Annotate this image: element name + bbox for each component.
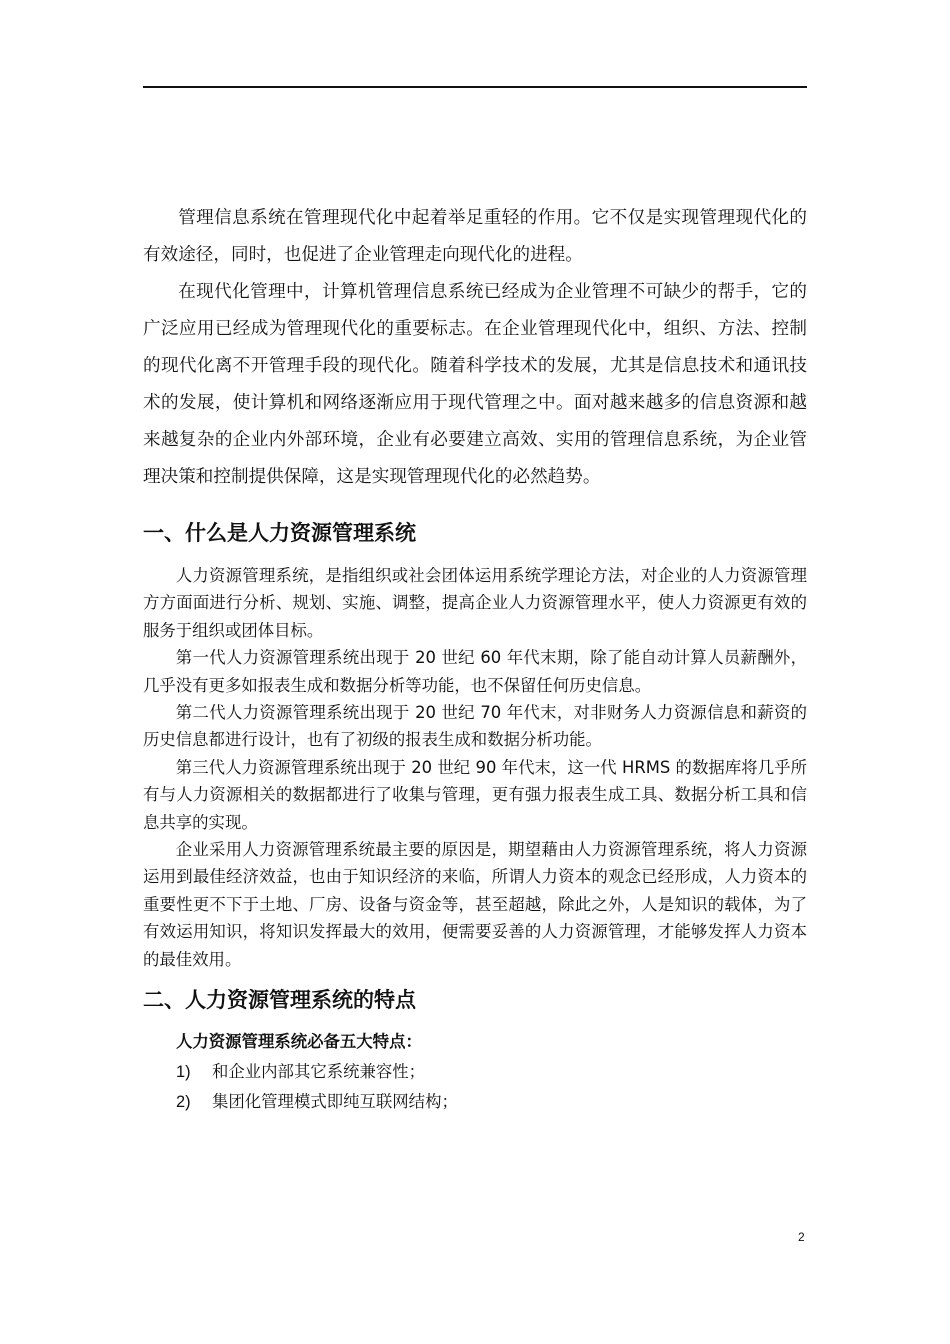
intro-paragraph-2: 在现代化管理中，计算机管理信息系统已经成为企业管理不可缺少的帮手，它的广泛应用已经成为管理现代化的重要标志。在企业管理现代化中，组织、方法、控制的现代化离不开管理手段的现代化。随着科学技术的发展，尤其是信息技术和通讯技术的发展，使计算机和网络逐渐应用于现代管理之中。面对越来越多的信息资源和越来越复杂的企业内外部环境，企业有必要建立高效、实用的管理信息系统，为企业管理决策和控制提供保障，这是实现管理现代化的必然趋势。 [143,282,807,487]
section-1-paragraph-5: 企业采用人力资源管理系统最主要的原因是，期望藉由人力资源管理系统，将人力资源运用到最佳经济效益，也由于知识经济的来临，所谓人力资本的观念已经形成，人力资本的重要性更不下于土地、厂房、设备与资金等，甚至超越，除此之外，人是知识的载体，为了有效运用知识，将知识发挥最大的效用，便需要妥善的人力资源管理，才能够发挥人力资本的最佳效用。 [143,840,807,969]
list-item [176,1057,807,1087]
section-2-heading: 二、人力资源管理系统的特点 [143,988,416,1013]
page-number: 2 [798,1230,805,1244]
section-1-paragraph-2: 第一代人力资源管理系统出现于 20 世纪 60 年代末期，除了能自动计算人员薪酬外，几乎没有更多如报表生成和数据分析等功能，也不保留任何历史信息。 [143,648,807,695]
intro-paragraph-1: 管理信息系统在管理现代化中起着举足重轻的作用。它不仅是实现管理现代化的有效途径，同时，也促进了企业管理走向现代化的进程。 [143,208,807,265]
features-list [143,1057,807,1117]
list-item-number: 1) [176,1063,191,1082]
document-body [143,200,807,1117]
section-1-heading: 一、什么是人力资源管理系统 [143,521,416,545]
section-1-paragraph-3: 第二代人力资源管理系统出现于 20 世纪 70 年代末，对非财务人力资源信息和薪资的历史信息都进行设计，也有了初级的报表生成和数据分析功能。 [143,703,807,750]
header-rule [143,86,807,88]
list-item-number: 2) [176,1093,191,1112]
section-2-subheading: 人力资源管理系统必备五大特点： [176,1032,422,1052]
list-item [176,1087,807,1117]
section-1-paragraph-4: 第三代人力资源管理系统出现于 20 世纪 90 年代末，这一代 HRMS 的数据库将几乎所有与人力资源相关的数据都进行了收集与管理，更有强力报表生成工具、数据分析工具和信息共享的实现。 [143,757,807,832]
list-item-text: 和企业内部其它系统兼容性； [212,1062,426,1082]
list-item-text: 集团化管理模式即纯互联网结构； [212,1092,458,1112]
section-1-paragraph-1: 人力资源管理系统，是指组织或社会团体运用系统学理论方法，对企业的人力资源管理方方面面进行分析、规划、实施、调整，提高企业人力资源管理水平，使人力资源更有效的服务于组织或团体目标。 [143,566,807,640]
